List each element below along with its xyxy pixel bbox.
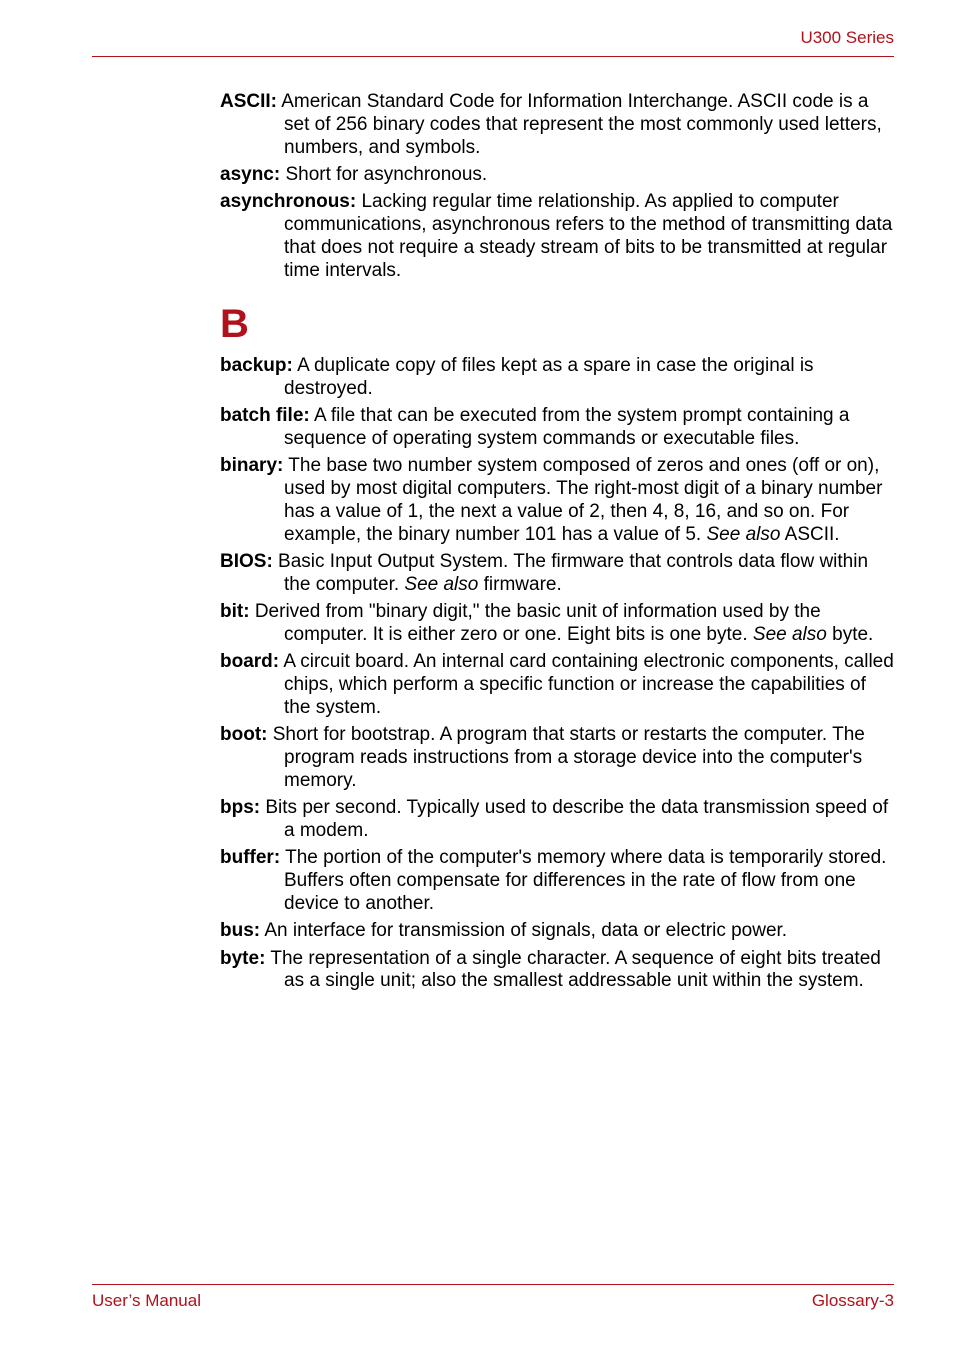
glossary-term: bps: bbox=[220, 797, 261, 819]
glossary-definition: A duplicate copy of files kept as a spare in case the original is destroyed. bbox=[284, 354, 814, 399]
glossary-term: byte: bbox=[220, 947, 266, 969]
glossary-definition: American Standard Code for Information Interchange. ASCII code is a set of 256 binary codes that represent the most commonly used letters, numbers, and symbols. bbox=[277, 91, 882, 158]
glossary-definition: The portion of the computer's memory where data is temporarily stored. Buffers often compensate for differences in the rate of flow from one device to another. bbox=[280, 847, 887, 915]
glossary-term: backup: bbox=[220, 354, 293, 376]
glossary-entry-asynchronous bbox=[220, 191, 894, 283]
see-also-target: byte. bbox=[826, 624, 874, 645]
glossary-definition: Short for bootstrap. A program that starts or restarts the computer. The program reads instructions from a storage device into the computer's memory. bbox=[267, 724, 865, 792]
glossary-entry-ascii bbox=[220, 91, 894, 160]
glossary-entry-board bbox=[220, 651, 894, 720]
glossary-entry-boot bbox=[220, 724, 894, 793]
glossary-term: binary: bbox=[220, 455, 284, 477]
glossary-content bbox=[220, 91, 894, 998]
see-also-label: See also bbox=[404, 573, 479, 595]
page-header-title: U300 Series bbox=[800, 28, 894, 47]
section-letter-heading: B bbox=[220, 301, 249, 346]
footer-page-number: Glossary-3 bbox=[811, 1291, 894, 1310]
glossary-term: boot: bbox=[220, 724, 268, 746]
glossary-term: bit: bbox=[220, 601, 250, 623]
see-also-label: See also bbox=[706, 523, 781, 545]
glossary-entry-bps bbox=[220, 797, 894, 843]
glossary-definition: Derived from "binary digit," the basic unit of information used by the computer. It is either zero or one. Eight bits is one byte. bbox=[249, 601, 821, 645]
glossary-term: bus: bbox=[220, 920, 261, 942]
glossary-term: async: bbox=[220, 164, 281, 186]
glossary-definition: Bits per second. Typically used to describe the data transmission speed of a modem. bbox=[260, 797, 889, 842]
glossary-term: asynchronous: bbox=[220, 191, 357, 213]
glossary-entry-bit bbox=[220, 601, 894, 647]
glossary-entry-bus bbox=[220, 920, 894, 943]
glossary-definition: An interface for transmission of signals, data or electric power. bbox=[260, 920, 788, 942]
glossary-entry-backup bbox=[220, 355, 894, 401]
glossary-definition: A circuit board. An internal card containing electronic components, called chips, which perform a specific function or increase the capabilities of the system. bbox=[279, 651, 894, 719]
glossary-term: buffer: bbox=[220, 847, 281, 869]
glossary-entry-buffer bbox=[220, 847, 894, 916]
see-also-target: firmware. bbox=[478, 573, 562, 595]
glossary-definition: A file that can be executed from the system prompt containing a sequence of operating system commands or executable files. bbox=[284, 404, 850, 449]
glossary-entry-byte bbox=[220, 948, 894, 994]
glossary-definition: Lacking regular time relationship. As applied to computer communications, asynchronous refers to the method of transmitting data that does not require a steady stream of bits to be transmitted at regular time intervals. bbox=[284, 191, 893, 281]
glossary-entry-batch-file bbox=[220, 405, 894, 451]
glossary-entry-bios bbox=[220, 551, 894, 597]
glossary-entry-async bbox=[220, 164, 894, 187]
glossary-definition: The representation of a single character. A sequence of eight bits treated as a single unit; also the smallest addressable unit within the system. bbox=[265, 947, 881, 992]
see-also-target: ASCII. bbox=[780, 523, 840, 545]
header-divider bbox=[92, 56, 894, 57]
see-also-label: See also bbox=[752, 624, 827, 645]
glossary-term: board: bbox=[220, 651, 280, 673]
glossary-term: ASCII: bbox=[220, 91, 277, 112]
glossary-term: batch file: bbox=[220, 404, 310, 426]
glossary-definition: Basic Input Output System. The firmware that controls data flow within the computer. bbox=[272, 550, 869, 595]
glossary-definition: Short for asynchronous. bbox=[280, 164, 488, 186]
glossary-definition: The base two number system composed of zeros and ones (off or on), used by most digital computers. The right-most digit of a binary number has a value of 1, the next a value of 2, then 4, 8, 16, and so on. For example, the binary number 101 has a value of 5. bbox=[283, 455, 883, 545]
glossary-term: BIOS: bbox=[220, 550, 273, 572]
footer-manual-label: User’s Manual bbox=[92, 1291, 201, 1310]
glossary-entry-binary bbox=[220, 455, 894, 547]
footer-divider bbox=[92, 1284, 894, 1285]
